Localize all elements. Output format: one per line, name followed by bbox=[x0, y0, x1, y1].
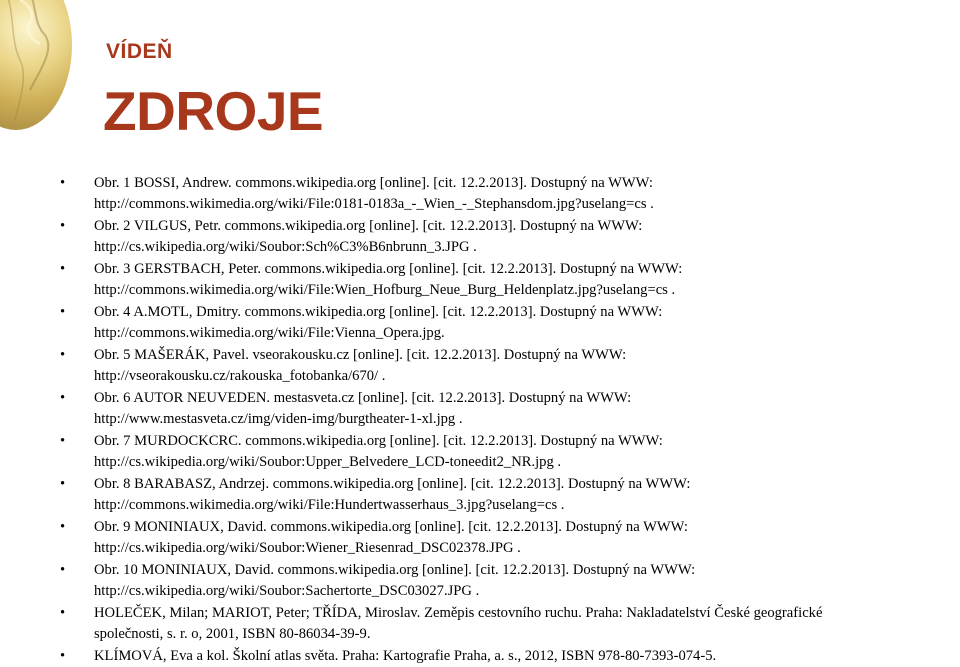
source-url: http://commons.wikimedia.org/wiki/File:Hundertwasserhaus_3.jpg?uselang=cs . bbox=[94, 496, 565, 513]
source-line: Obr. 6 AUTOR NEUVEDEN. mestasveta.cz [online]. [cit. 12.2.2013]. Dostupný na WWW: bbox=[94, 390, 632, 406]
source-line: Obr. 8 BARABASZ, Andrzej. commons.wikipedia.org [online]. [cit. 12.2.2013]. Dostupný na WWW: bbox=[94, 476, 691, 492]
source-line: Obr. 4 A.MOTL, Dmitry. commons.wikipedia.org [online]. [cit. 12.2.2013]. Dostupný na WWW: bbox=[94, 304, 663, 320]
source-item bbox=[60, 345, 920, 386]
source-url: http://commons.wikimedia.org/wiki/File:0181-0183a_-_Wien_-_Stephansdom.jpg?uselang=cs . bbox=[94, 195, 654, 212]
source-url: http://commons.wikimedia.org/wiki/File:Vienna_Opera.jpg. bbox=[94, 324, 445, 341]
source-line: Obr. 9 MONINIAUX, David. commons.wikipedia.org [online]. [cit. 12.2.2013]. Dostupný na WWW: bbox=[94, 519, 688, 535]
source-item bbox=[60, 302, 920, 343]
source-url: http://cs.wikipedia.org/wiki/Soubor:Sachertorte_DSC03027.JPG . bbox=[94, 582, 480, 599]
source-url: http://www.mestasveta.cz/img/viden-img/burgtheater-1-xl.jpg . bbox=[94, 410, 463, 427]
source-line: Obr. 3 GERSTBACH, Peter. commons.wikipedia.org [online]. [cit. 12.2.2013]. Dostupný na WWW: bbox=[94, 261, 683, 277]
source-item bbox=[60, 216, 920, 257]
source-item bbox=[60, 474, 920, 515]
section-subtitle: VÍDEŇ bbox=[106, 40, 173, 63]
source-line: Obr. 2 VILGUS, Petr. commons.wikipedia.org [online]. [cit. 12.2.2013]. Dostupný na WWW: bbox=[94, 218, 643, 234]
source-item bbox=[60, 646, 920, 667]
source-item bbox=[60, 388, 920, 429]
source-item bbox=[60, 517, 920, 558]
source-line: KLÍMOVÁ, Eva a kol. Školní atlas světa. Praha: Kartografie Praha, a. s., 2012, ISBN 978-80-7393-074-5. bbox=[94, 648, 717, 664]
source-item bbox=[60, 173, 920, 214]
source-line: Obr. 10 MONINIAUX, David. commons.wikipedia.org [online]. [cit. 12.2.2013]. Dostupný na WWW: bbox=[94, 562, 696, 578]
source-url: http://cs.wikipedia.org/wiki/Soubor:Sch%C3%B6nbrunn_3.JPG . bbox=[94, 238, 477, 255]
source-item bbox=[60, 560, 920, 601]
sources-list bbox=[60, 173, 920, 667]
page-title: ZDROJE bbox=[103, 80, 324, 142]
source-url: http://cs.wikipedia.org/wiki/Soubor:Wiener_Riesenrad_DSC02378.JPG . bbox=[94, 539, 521, 556]
source-url: http://vseorakousku.cz/rakouska_fotobanka/670/ . bbox=[94, 367, 386, 384]
source-url: společnosti, s. r. o, 2001, ISBN 80-86034-39-9. bbox=[94, 625, 371, 642]
source-url: http://commons.wikimedia.org/wiki/File:Wien_Hofburg_Neue_Burg_Heldenplatz.jpg?uselang=cs . bbox=[94, 281, 676, 298]
globe-icon bbox=[0, 0, 72, 130]
source-item bbox=[60, 259, 920, 300]
source-line: Obr. 1 BOSSI, Andrew. commons.wikipedia.org [online]. [cit. 12.2.2013]. Dostupný na WWW: bbox=[94, 175, 653, 191]
source-line: Obr. 5 MAŠERÁK, Pavel. vseorakousku.cz [online]. [cit. 12.2.2013]. Dostupný na WWW: bbox=[94, 347, 627, 363]
source-line: Obr. 7 MURDOCKCRC. commons.wikipedia.org [online]. [cit. 12.2.2013]. Dostupný na WWW: bbox=[94, 433, 663, 449]
source-line: HOLEČEK, Milan; MARIOT, Peter; TŘÍDA, Miroslav. Zeměpis cestovního ruchu. Praha: Nakladatelství České geografické bbox=[94, 605, 823, 621]
source-url: http://cs.wikipedia.org/wiki/Soubor:Upper_Belvedere_LCD-toneedit2_NR.jpg . bbox=[94, 453, 562, 470]
source-item bbox=[60, 603, 920, 644]
source-item bbox=[60, 431, 920, 472]
globe-decoration bbox=[0, 0, 72, 130]
